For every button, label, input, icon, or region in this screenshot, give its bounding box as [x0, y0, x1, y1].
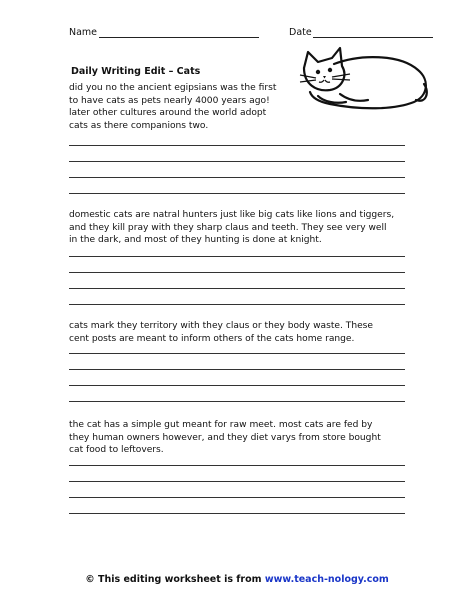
- paragraph-1: [69, 82, 409, 132]
- answer-line[interactable]: [69, 353, 405, 354]
- date-field-line[interactable]: [313, 37, 433, 38]
- answer-line[interactable]: [69, 481, 405, 482]
- header-row: [69, 27, 434, 41]
- paragraph-line: domestic cats are natral hunters just like big cats like lions and tiggers,: [69, 210, 395, 220]
- answer-line[interactable]: [69, 385, 405, 386]
- answer-line[interactable]: [69, 256, 405, 257]
- answer-line[interactable]: [69, 177, 405, 178]
- answer-line[interactable]: [69, 272, 405, 273]
- worksheet-title: Daily Writing Edit – Cats: [71, 66, 201, 77]
- paragraph-line: later other cultures around the world adopt: [69, 108, 267, 119]
- answer-line[interactable]: [69, 465, 405, 466]
- paragraph-line: the cat has a simple gut meant for raw meet. most cats are fed by: [69, 420, 373, 430]
- answer-lines-4[interactable]: [69, 465, 405, 529]
- answer-line[interactable]: [69, 161, 405, 162]
- paragraph-line: they human owners however, and they diet varys from store bought: [69, 432, 381, 443]
- answer-line[interactable]: [69, 369, 405, 370]
- answer-lines-1[interactable]: [69, 145, 405, 209]
- answer-lines-2[interactable]: [69, 256, 405, 320]
- paragraph-line: cent posts are meant to inform others of the cats home range.: [69, 333, 355, 344]
- answer-line[interactable]: [69, 288, 405, 289]
- footer-credit: [0, 574, 474, 585]
- answer-line[interactable]: [69, 497, 405, 498]
- date-label: Date: [289, 27, 312, 38]
- paragraph-line: cats mark they territory with they claus or they body waste. These: [69, 321, 374, 331]
- footer-text: © This editing worksheet is from: [85, 574, 265, 585]
- name-field-line[interactable]: [99, 37, 259, 38]
- answer-line[interactable]: [69, 401, 405, 402]
- answer-line[interactable]: [69, 513, 405, 514]
- answer-line[interactable]: [69, 145, 405, 146]
- name-label: Name: [69, 27, 98, 38]
- answer-lines-3[interactable]: [69, 353, 405, 417]
- paragraph-line: did you no the ancient egipsians was the first: [69, 83, 277, 93]
- paragraph-line: in the dark, and most of they hunting is done at knight.: [69, 235, 322, 246]
- paragraph-4: [69, 419, 409, 457]
- paragraph-3: [69, 320, 409, 345]
- footer-link[interactable]: www.teach-nology.com: [264, 574, 389, 585]
- paragraph-2: [69, 209, 409, 247]
- paragraph-line: cat food to leftovers.: [69, 445, 164, 456]
- paragraph-line: and they kill pray with they sharp claus and teeth. They see very well: [69, 222, 387, 233]
- answer-line[interactable]: [69, 193, 405, 194]
- paragraph-line: cats as there companions two.: [69, 120, 209, 131]
- answer-line[interactable]: [69, 304, 405, 305]
- paragraph-line: to have cats as pets nearly 4000 years ago!: [69, 95, 270, 106]
